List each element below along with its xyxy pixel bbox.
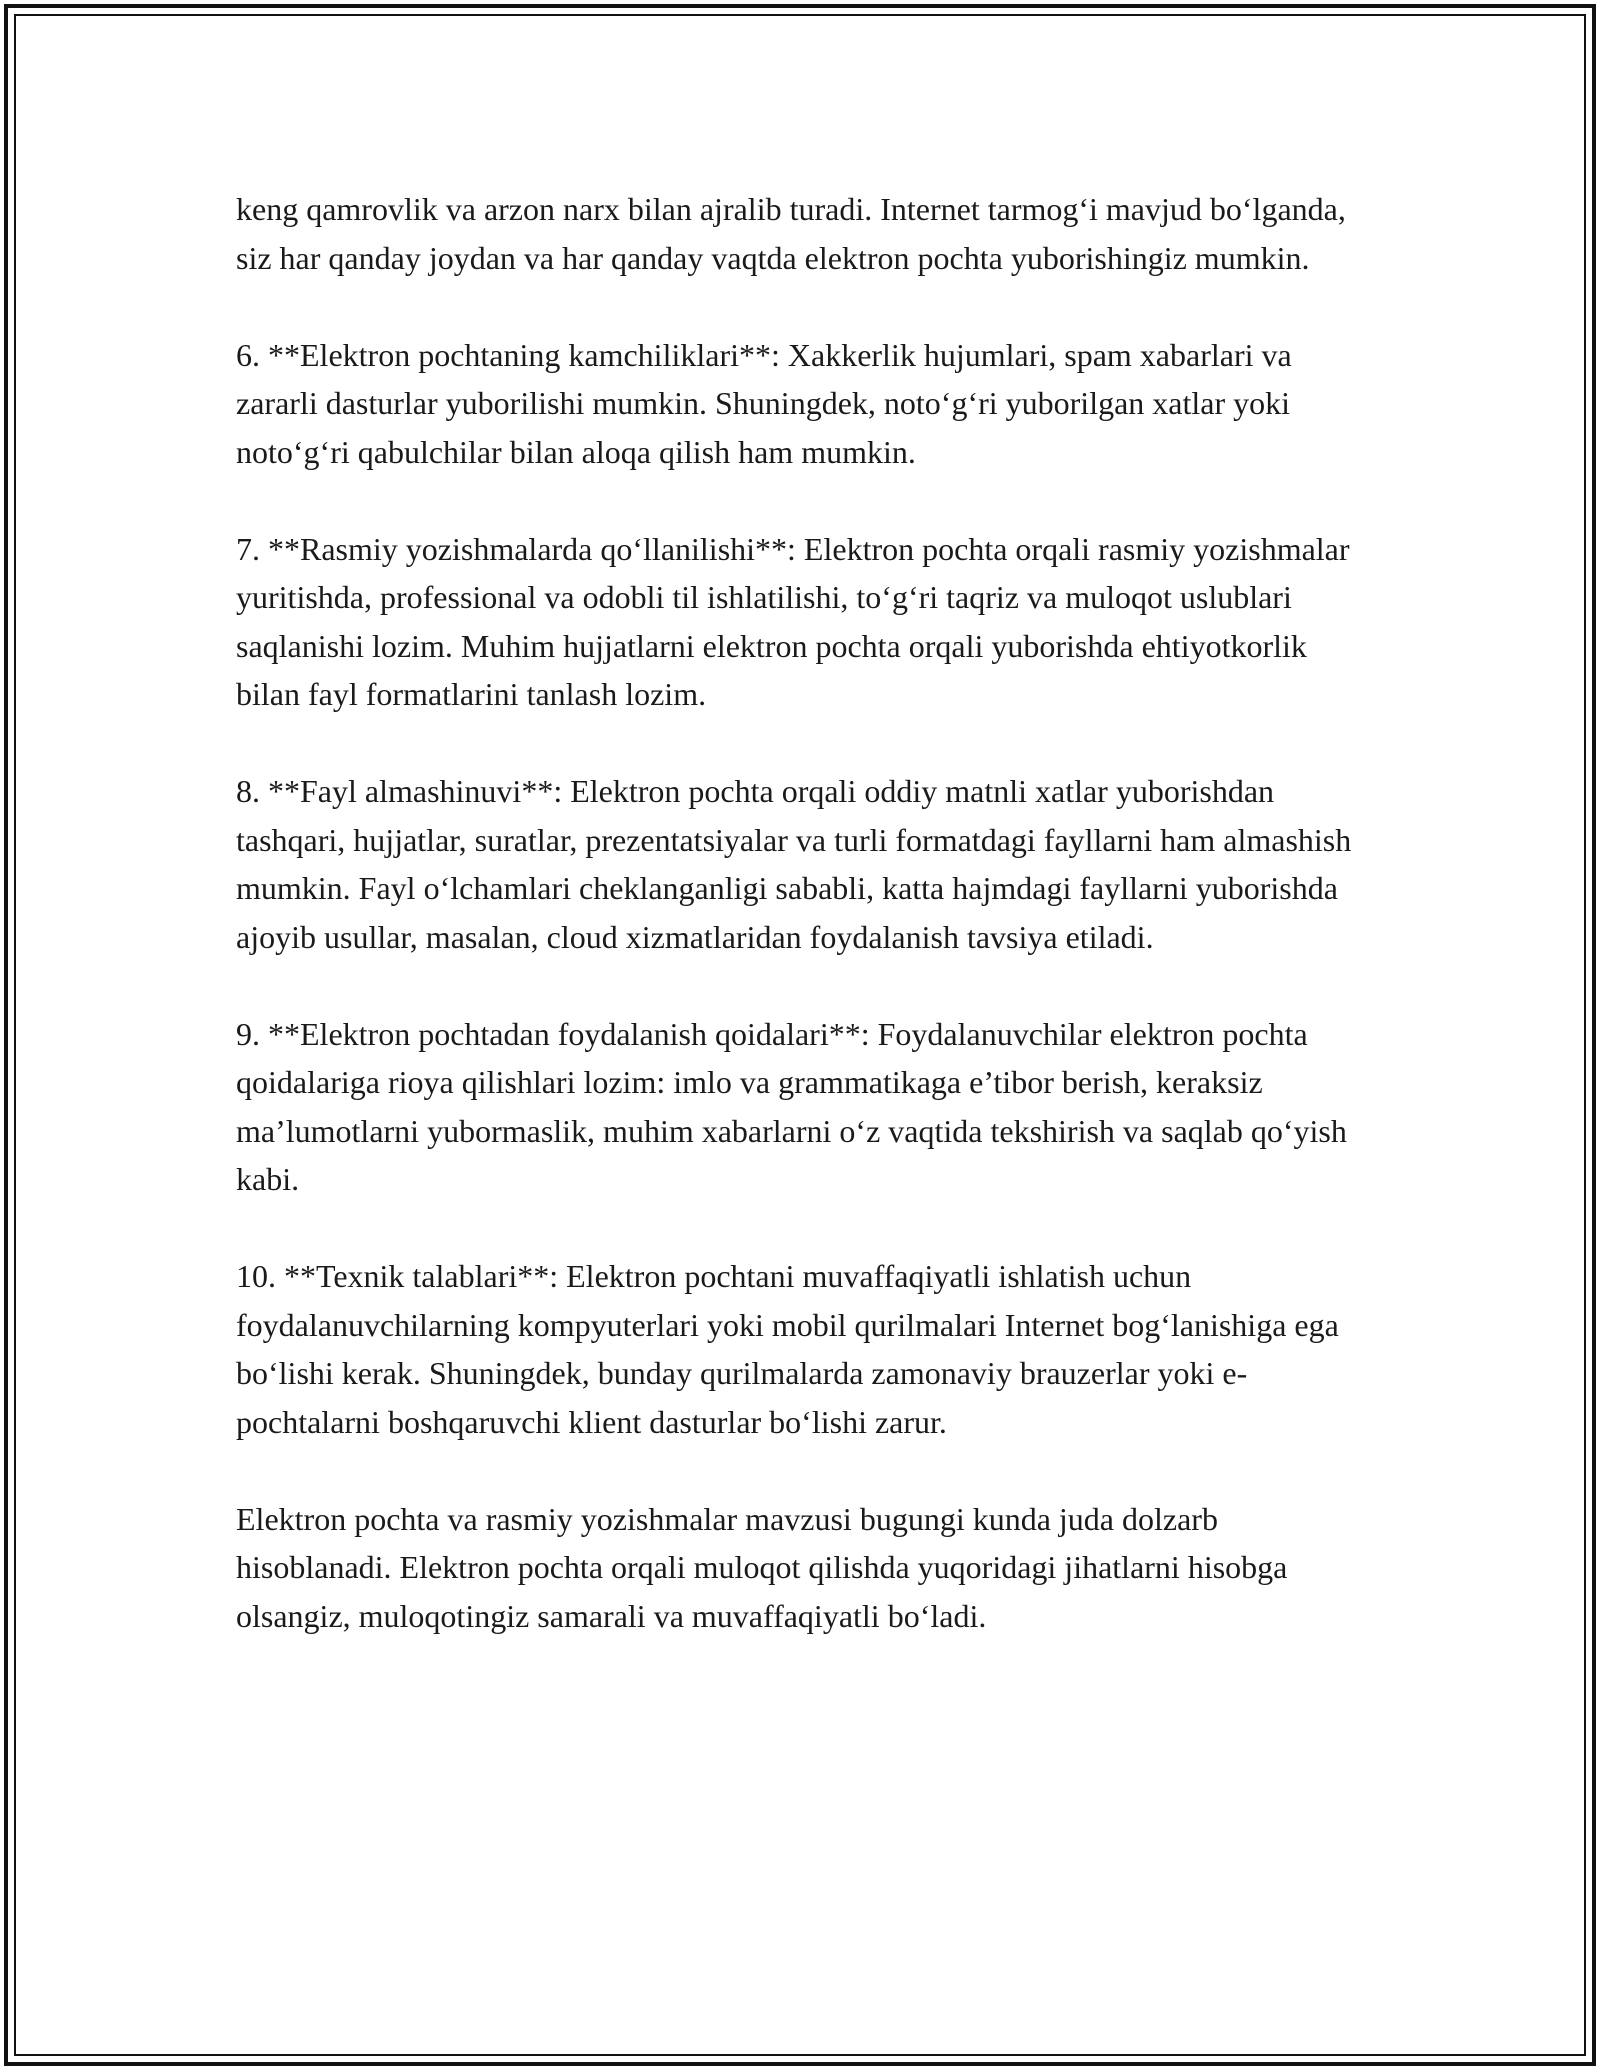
paragraph-intro-continuation: keng qamrovlik va arzon narx bilan ajralib turadi. Internet tarmog‘i mavjud bo‘lganda, siz har qanday joydan va har qanday vaqtda elektron pochta yuborishingiz mumkin.: [236, 191, 1346, 276]
paragraph-item-6-disadvantages: 6. **Elektron pochtaning kamchiliklari**: Xakkerlik hujumlari, spam xabarlari va zararli dasturlar yuborilishi mumkin. Shuningdek, noto‘g‘ri yuborilgan xatlar yoki noto‘g‘ri qabulchilar bilan aloqa qilish ham mumkin.: [236, 336, 1292, 470]
document-body: [236, 185, 1376, 1689]
paragraph-item-7-formal-use: 7. **Rasmiy yozishmalarda qo‘llanilishi**: Elektron pochta orqali rasmiy yozishmalar yuritishda, professional va odobli til ishlatilishi, to‘g‘ri taqriz va muloqot uslublari saqlanishi lozim. Muhim hujjatlarni elektron pochta orqali yuborishda ehtiyotkorlik bilan fayl formatlarini tanlash lozim.: [236, 530, 1350, 712]
paragraph-conclusion: Elektron pochta va rasmiy yozishmalar mavzusi bugungi kunda juda dolzarb hisoblanadi. Elektron pochta orqali muloqot qilishda yuqoridagi jihatlarni hisobga olsangiz, muloqotingiz samarali va muvaffaqiyatli bo‘ladi.: [236, 1500, 1288, 1634]
paragraph-item-9-usage-rules: 9. **Elektron pochtadan foydalanish qoidalari**: Foydalanuvchilar elektron pochta qoidalariga rioya qilishlari lozim: imlo va grammatikaga e’tibor berish, keraksiz ma’lumotlarni yubormaslik, muhim xabarlarni o‘z vaqtida tekshirish va saqlab qo‘yish kabi.: [236, 1015, 1347, 1197]
paragraph-item-10-technical-requirements: 10. **Texnik talablari**: Elektron pochtani muvaffaqiyatli ishlatish uchun foydalanuvchilarning kompyuterlari yoki mobil qurilmalari Internet bog‘lanishiga ega bo‘lishi kerak. Shuningdek, bunday qurilmalarda zamonaviy brauzerlar yoki e-pochtalarni boshqaruvchi klient dasturlar bo‘lishi zarur.: [236, 1258, 1339, 1440]
paragraph-item-8-file-exchange: 8. **Fayl almashinuvi**: Elektron pochta orqali oddiy matnli xatlar yuborishdan tashqari, hujjatlar, suratlar, prezentatsiyalar va turli formatdagi fayllarni ham almashish mumkin. Fayl o‘lchamlari cheklanganligi sababli, katta hajmdagi fayllarni yuborishda ajoyib usullar, masalan, cloud xizmatlaridan foydalanish tavsiya etiladi.: [236, 773, 1352, 955]
